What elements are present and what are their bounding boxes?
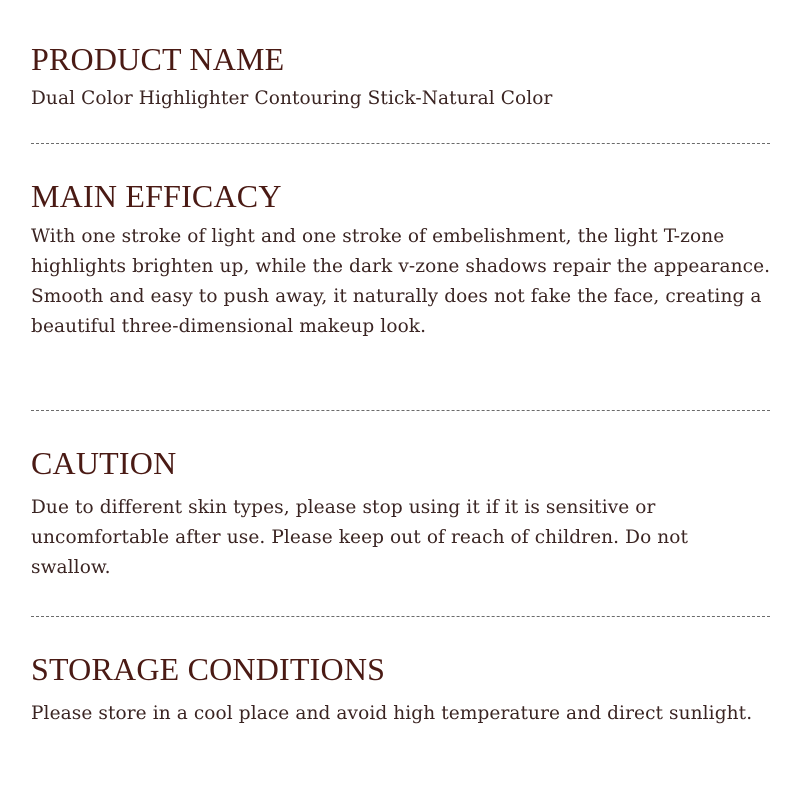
storage-conditions-text: Please store in a cool place and avoid high temperature and direct sunlight.: [31, 703, 753, 724]
product-name-section: [31, 41, 771, 114]
product-name-heading: PRODUCT NAME: [31, 41, 285, 77]
section-divider: [31, 616, 770, 617]
storage-conditions-section: [31, 651, 771, 729]
main-efficacy-text: With one stroke of light and one stroke of embelishment, the light T-zone highlights brighten up, while the dark v-zone shadows repair the appearance. Smooth and easy to push away, it naturally does not fake the face, creating a beautiful three-dimensional makeup look.: [31, 226, 771, 337]
section-divider: [31, 410, 770, 411]
caution-heading: CAUTION: [31, 445, 177, 481]
main-efficacy-heading: MAIN EFFICACY: [31, 178, 282, 214]
product-name-text: Dual Color Highlighter Contouring Stick-Natural Color: [31, 88, 553, 109]
section-divider: [31, 143, 770, 144]
caution-text: Due to different skin types, please stop using it if it is sensitive or uncomfortable after use. Please keep out of reach of children. Do not swallow.: [31, 497, 689, 578]
main-efficacy-section: [31, 178, 771, 342]
storage-conditions-heading: STORAGE CONDITIONS: [31, 651, 386, 687]
caution-section: [31, 445, 771, 583]
